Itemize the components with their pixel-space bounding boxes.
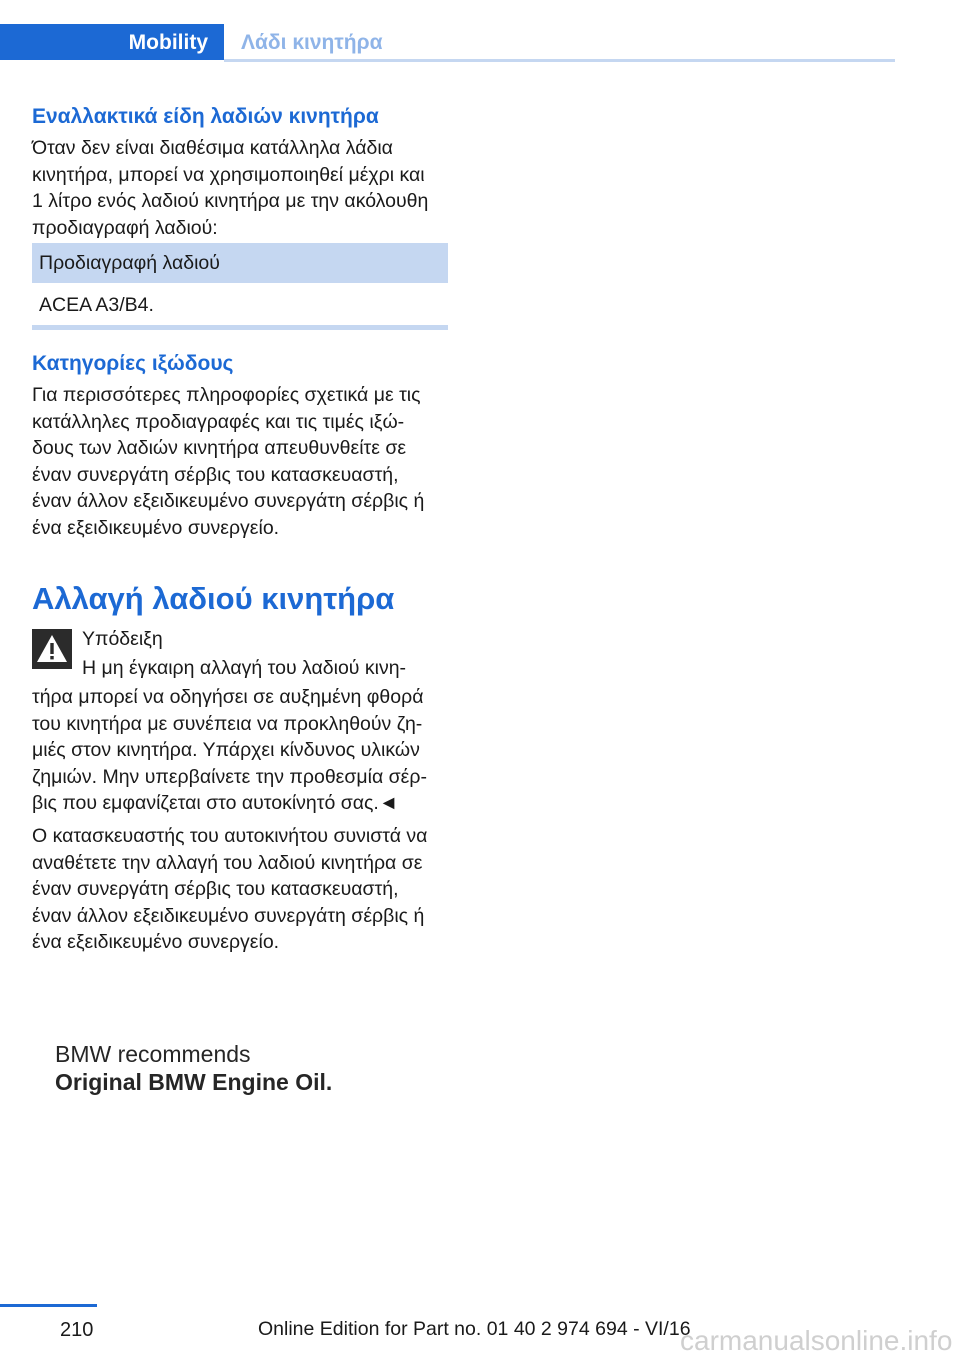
text-line: έναν άλλον εξειδικευμένο συνεργάτη σέρβις ή xyxy=(32,490,425,512)
warning-text-line: τήρα μπορεί να οδηγήσει σε αυξημένη φθορά xyxy=(32,686,424,708)
viscosity-title: Κατηγορίες ιξώδους xyxy=(32,352,234,375)
warning-text-line: ζημιών. Μην υπερβαίνετε την προθεσμία σέρ- xyxy=(32,765,427,788)
text-line: ένα εξειδικευμένο συνεργείο. xyxy=(32,931,280,953)
text-line: Όταν δεν είναι διαθέσιμα κατάλληλα λάδια xyxy=(32,137,393,159)
warning-text-line: Η μη έγκαιρη αλλαγή του λαδιού κινη- xyxy=(82,656,407,679)
text-line: προδιαγραφή λαδιού: xyxy=(32,216,218,239)
text-line: έναν συνεργάτη σέρβις του κατασκευαστή, xyxy=(32,878,399,900)
tab-divider xyxy=(224,59,895,62)
page-number: 210 xyxy=(60,1319,94,1341)
warning-continuation xyxy=(32,684,450,817)
text-line: Για περισσότερες πληροφορίες σχετικά με τις xyxy=(32,384,421,406)
warning-text-line: του κινητήρα με συνέπεια να προκληθούν ζη- xyxy=(32,712,423,735)
text-line: Ο κατασκευαστής του αυτοκινήτου συνιστά να xyxy=(32,825,428,847)
text-line: 1 λίτρο ενός λαδιού κινητήρα με την ακόλουθη xyxy=(32,190,429,212)
oil-change-recommendation xyxy=(32,823,450,956)
oil-change-heading-block xyxy=(32,580,450,618)
warning-text-line: βις που εμφανίζεται στο αυτοκίνητό σας.◄ xyxy=(32,792,399,814)
warning-text-line: μιές στον κινητήρα. Υπάρχει κίνδυνος υλικών xyxy=(32,739,420,761)
page-number-rule xyxy=(0,1304,97,1307)
note-label: Υπόδειξη xyxy=(82,628,163,650)
table-bottom-rule xyxy=(32,325,448,330)
tab-engine-oil[interactable]: Λάδι κινητήρα xyxy=(241,31,383,54)
oil-change-title: Αλλαγή λαδιού κινητήρα xyxy=(32,581,395,616)
viscosity-section xyxy=(32,351,450,541)
text-line: κινητήρα, μπορεί να χρησιμοποιηθεί μέχρι και xyxy=(32,163,425,186)
text-line: αναθέτετε την αλλαγή του λαδιού κινητήρα σε xyxy=(32,851,423,874)
text-line: έναν συνεργάτη σέρβις του κατασκευαστή, xyxy=(32,463,399,486)
watermark: carmanualsonline.info xyxy=(680,1325,953,1356)
alt-oils-title: Εναλλακτικά είδη λαδιών κινητήρα xyxy=(32,105,379,128)
table-header: Προδιαγραφή λαδιού xyxy=(32,243,448,283)
bmw-engine-oil-text: Original BMW Engine Oil. xyxy=(55,1069,333,1095)
header-tabbar xyxy=(0,24,895,62)
alt-oils-section xyxy=(32,104,450,241)
tab-mobility[interactable]: Mobility xyxy=(0,24,224,60)
warning-icon xyxy=(32,629,72,669)
edition-footer: Online Edition for Part no. 01 40 2 974 694 - VI/16 xyxy=(258,1318,691,1340)
oil-spec-table xyxy=(32,243,448,330)
bmw-recommends-text: BMW recommends xyxy=(55,1041,251,1067)
table-row: ACEA A3/B4. xyxy=(39,294,154,316)
text-line: κατάλληλες προδιαγραφές και τις τιμές ιξώ- xyxy=(32,410,405,433)
text-line: έναν άλλον εξειδικευμένο συνεργάτη σέρβις ή xyxy=(32,904,425,927)
warning-note xyxy=(82,626,448,681)
text-line: ένα εξειδικευμένο συνεργείο. xyxy=(32,516,280,539)
text-line: δους των λαδιών κινητήρα απευθυνθείτε σε xyxy=(32,437,407,459)
